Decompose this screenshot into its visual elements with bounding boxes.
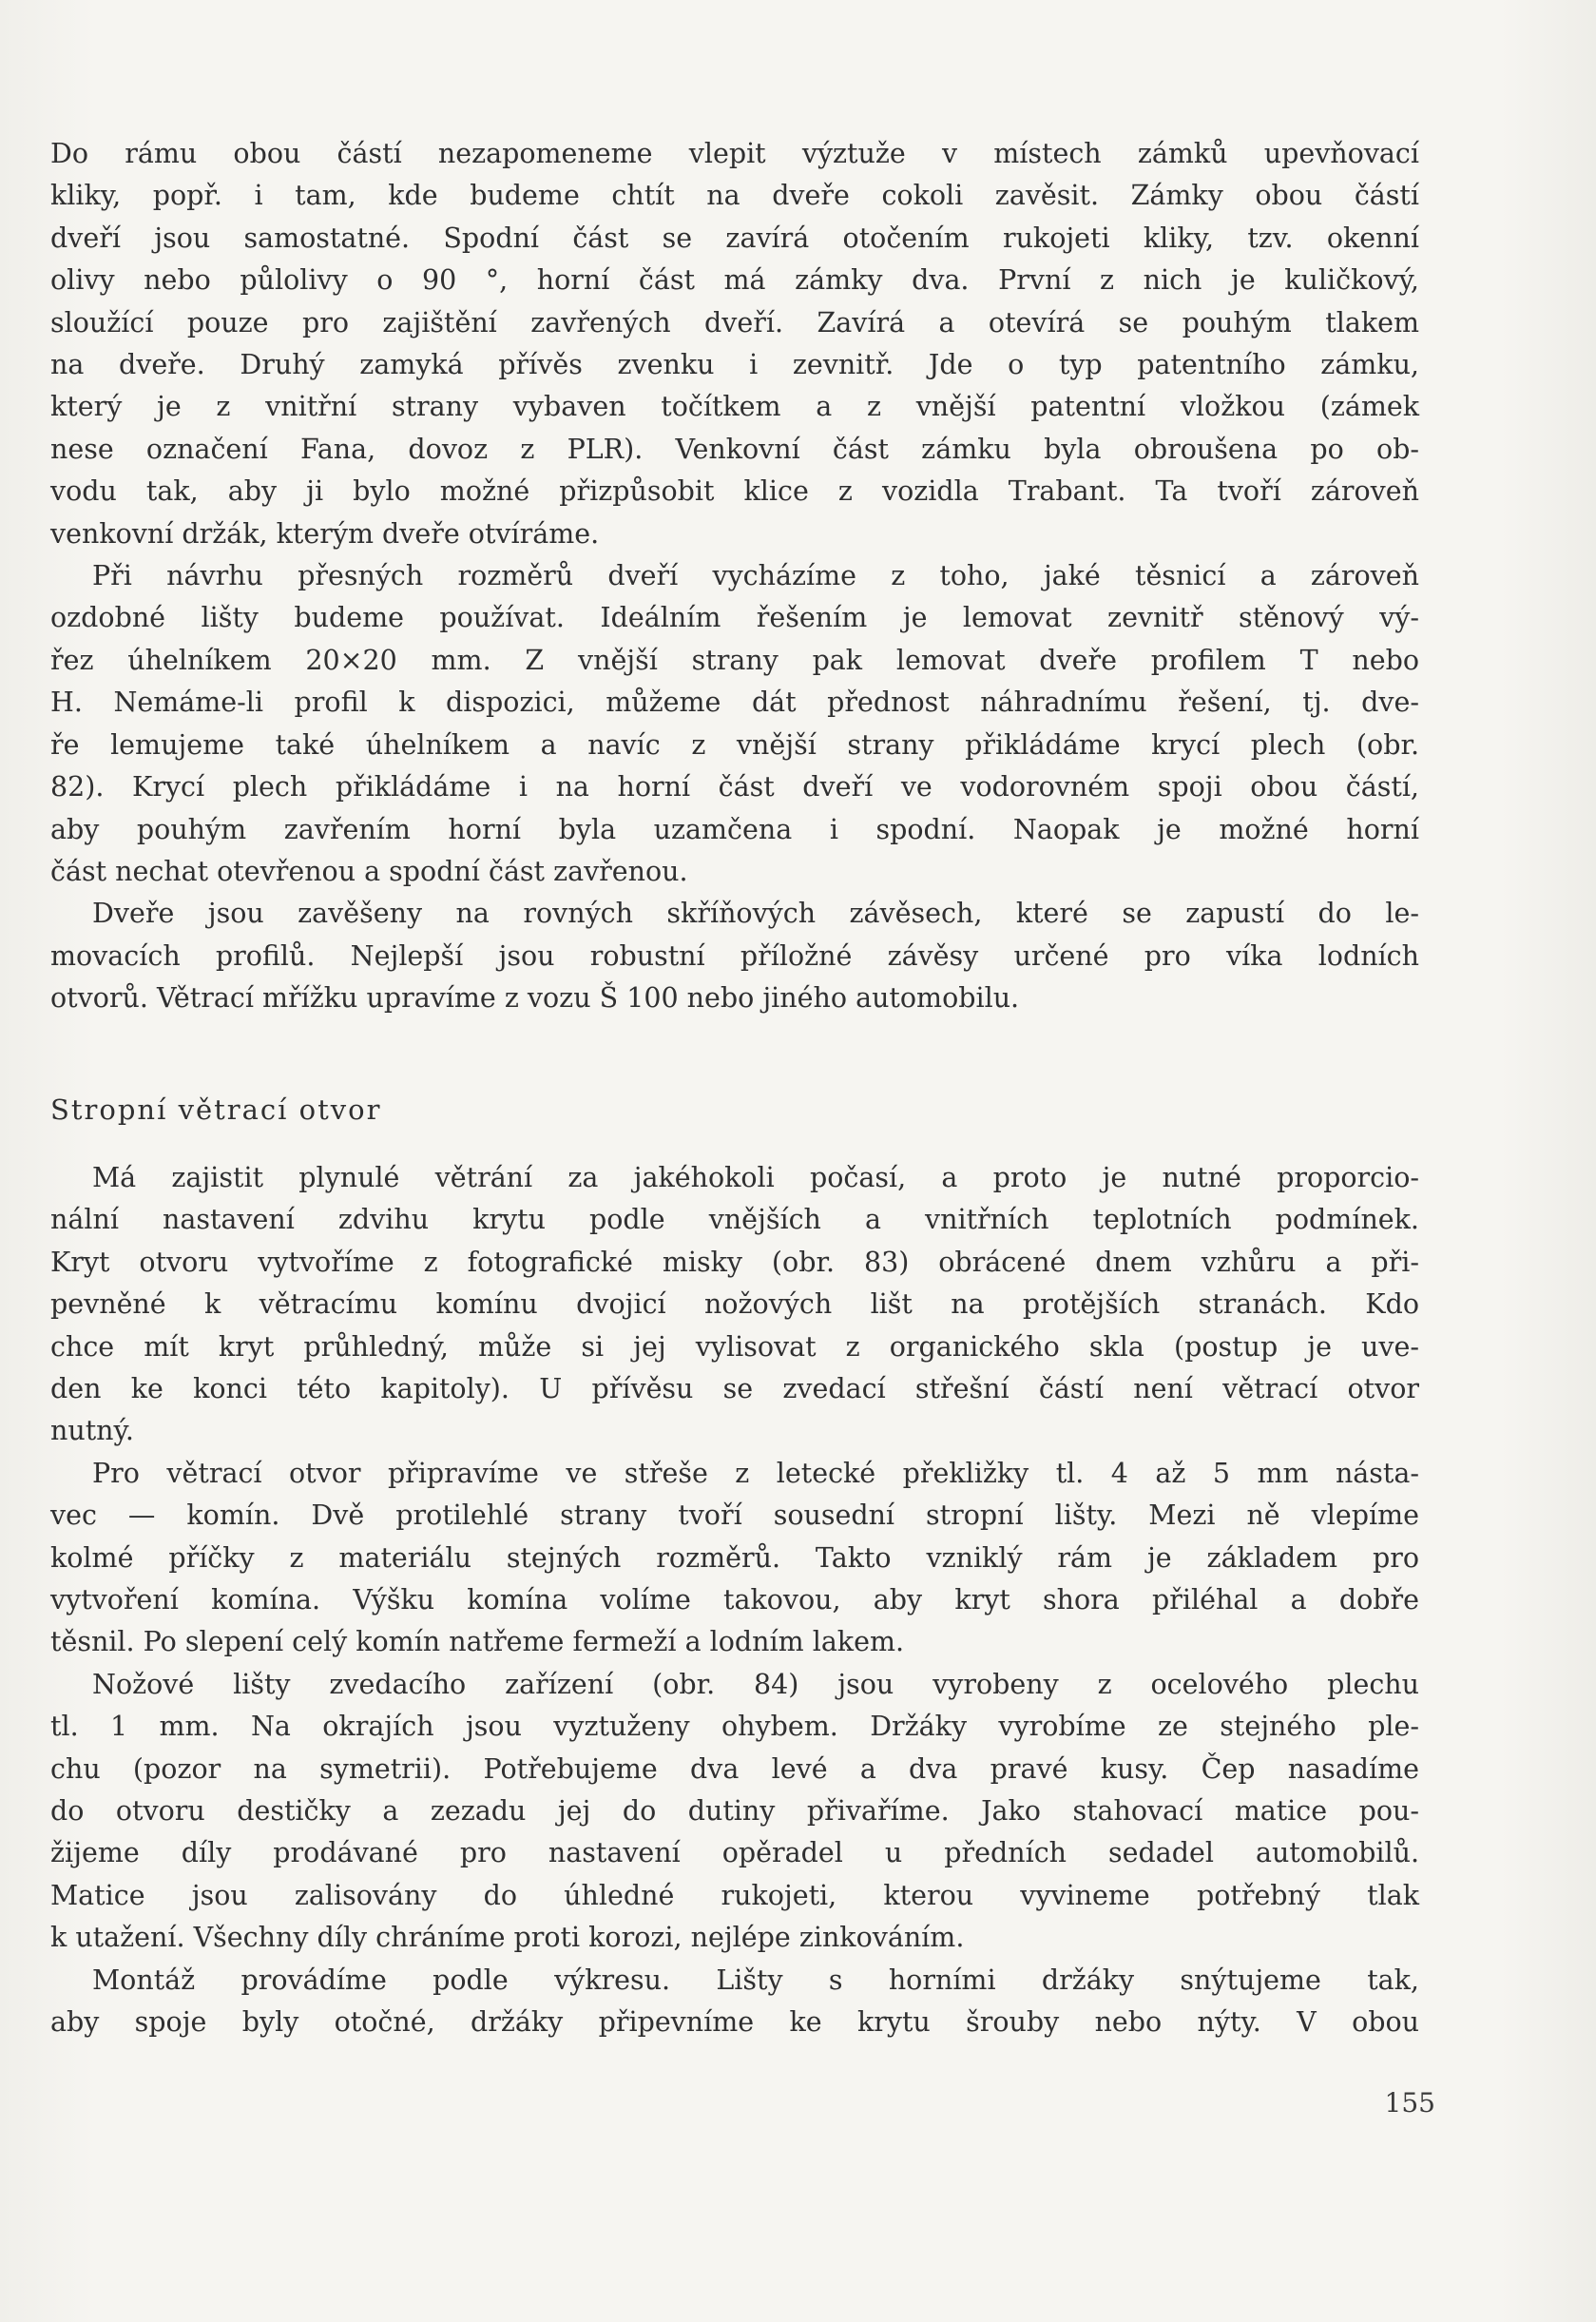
text-line: který je z vnitřní strany vybaven točítkem a z vnější patentní vložkou (zámek [50,391,1419,423]
text-line: sloužící pouze pro zajištění zavřených dveří. Zavírá a otevírá se pouhým tlakem [50,306,1419,339]
text-line: chce mít kryt průhledný, může si jej vylisovat z organického skla (postup je uve- [50,1330,1419,1363]
text-line: řez úhelníkem 20×20 mm. Z vnější strany pak lemovat dveře profilem T nebo [50,644,1419,676]
text-line: chu (pozor na symetrii). Potřebujeme dva levé a dva pravé kusy. Čep nasadíme [50,1752,1419,1785]
text-line: na dveře. Druhý zamyká přívěs zvenku i zevnitř. Jde o typ patentního zámku, [50,349,1419,381]
text-line: nutný. [50,1415,134,1447]
text-line: kliky, popř. i tam, kde budeme chtít na dveře cokoli zavěsit. Zámky obou částí [50,180,1419,212]
text-line: Montáž provádíme podle výkresu. Lišty s horními držáky snýtujeme tak, [92,1964,1419,1996]
text-line: den ke konci této kapitoly). U přívěsu se zvedací střešní částí není větrací otvor [50,1372,1419,1404]
text-line: kolmé příčky z materiálu stejných rozměrů. Takto vzniklý rám je základem pro [50,1541,1419,1574]
text-line: Kryt otvoru vytvoříme z fotografické misky (obr. 83) obrácené dnem vzhůru a při- [50,1246,1419,1278]
text-column [50,133,1419,2043]
text-line: Při návrhu přesných rozměrů dveří vycházíme z toho, jaké těsnicí a zároveň [92,560,1419,592]
paragraph [50,1664,1419,1960]
section-heading: Stropní větrací otvor [50,1093,382,1126]
text-line: nální nastavení zdvihu krytu podle vnějších a vnitřních teplotních podmínek. [50,1204,1419,1236]
text-line: H. Nemáme-li profil k dispozici, můžeme dát přednost náhradnímu řešení, tj. dve- [50,687,1419,719]
text-line: Dveře jsou zavěšeny na rovných skříňových závěsech, které se zapustí do le- [92,898,1419,930]
text-line: aby spoje byly otočné, držáky připevníme ke krytu šrouby nebo nýty. V obou [50,2006,1419,2039]
page-number: 155 [1384,2087,1435,2119]
text-line: ozdobné lišty budeme používat. Ideálním řešením je lemovat zevnitř stěnový vý- [50,602,1419,634]
text-line: tl. 1 mm. Na okrajích jsou vyztuženy ohybem. Držáky vyrobíme ze stejného ple- [50,1711,1419,1743]
text-line: venkovní držák, kterým dveře otvíráme. [50,517,600,550]
text-line: část nechat otevřenou a spodní část zavřenou. [50,855,688,887]
paragraph [50,1960,1419,2044]
paragraph [50,1453,1419,1664]
text-line: nese označení Fana, dovoz z PLR). Venkovní část zámku byla obroušena po ob- [50,433,1419,465]
text-line: těsnil. Po slepení celý komín natřeme fermeží a lodním lakem. [50,1626,905,1658]
text-line: ře lemujeme také úhelníkem a navíc z vnější strany přikládáme krycí plech (obr. [50,728,1419,761]
text-line: pevněné k větracímu komínu dvojicí nožových lišt na protějších stranách. Kdo [50,1288,1419,1321]
text-line: vodu tak, aby ji bylo možné přizpůsobit klice z vozidla Trabant. Ta tvoří zároveň [50,475,1419,508]
text-line: aby pouhým zavřením horní byla uzamčena i spodní. Naopak je možné horní [50,813,1419,845]
text-line: Do rámu obou částí nezapomeneme vlepit výztuže v místech zámků upevňovací [50,138,1419,169]
text-line: Pro větrací otvor připravíme ve střeše z letecké překližky tl. 4 až 5 mm násta- [92,1457,1419,1489]
text-line: Nožové lišty zvedacího zařízení (obr. 84) jsou vyrobeny z ocelového plechu [92,1668,1419,1700]
paragraph [50,1157,1419,1453]
text-line: movacích profilů. Nejlepší jsou robustní příložné závěsy určené pro víka lodních [50,939,1419,972]
text-line: žijeme díly prodávané pro nastavení opěradel u předních sedadel automobilů. [50,1837,1419,1869]
text-line: dveří jsou samostatné. Spodní část se zavírá otočením rukojeti kliky, tzv. okenní [50,222,1419,254]
paragraph [50,133,1419,555]
text-line: Má zajistit plynulé větrání za jakéhokoli počasí, a proto je nutné proporcio- [92,1161,1419,1193]
section-before-heading [50,133,1419,1020]
text-line: do otvoru destičky a zezadu jej do dutiny přivaříme. Jako stahovací matice pou- [50,1795,1419,1828]
text-line: vec — komín. Dvě protilehlé strany tvoří sousední stropní lišty. Mezi ně vlepíme [50,1500,1419,1532]
paragraph [50,893,1419,1019]
text-line: olivy nebo půlolivy o 90 °, horní část má zámky dva. První z nich je kuličkový, [50,264,1419,297]
text-line: vytvoření komína. Výšku komína volíme takovou, aby kryt shora přiléhal a dobře [50,1584,1419,1616]
paragraph [50,555,1419,893]
section-after-heading [50,1157,1419,2044]
text-line: Matice jsou zalisovány do úhledné rukojeti, kterou vyvineme potřebný tlak [50,1879,1419,1911]
text-line: 82). Krycí plech přikládáme i na horní část dveří ve vodorovném spoji obou částí, [50,771,1419,803]
text-line: otvorů. Větrací mřížku upravíme z vozu Š 100 nebo jiného automobilu. [50,982,1020,1015]
text-line: k utažení. Všechny díly chráníme proti korozi, nejlépe zinkováním. [50,1922,965,1954]
